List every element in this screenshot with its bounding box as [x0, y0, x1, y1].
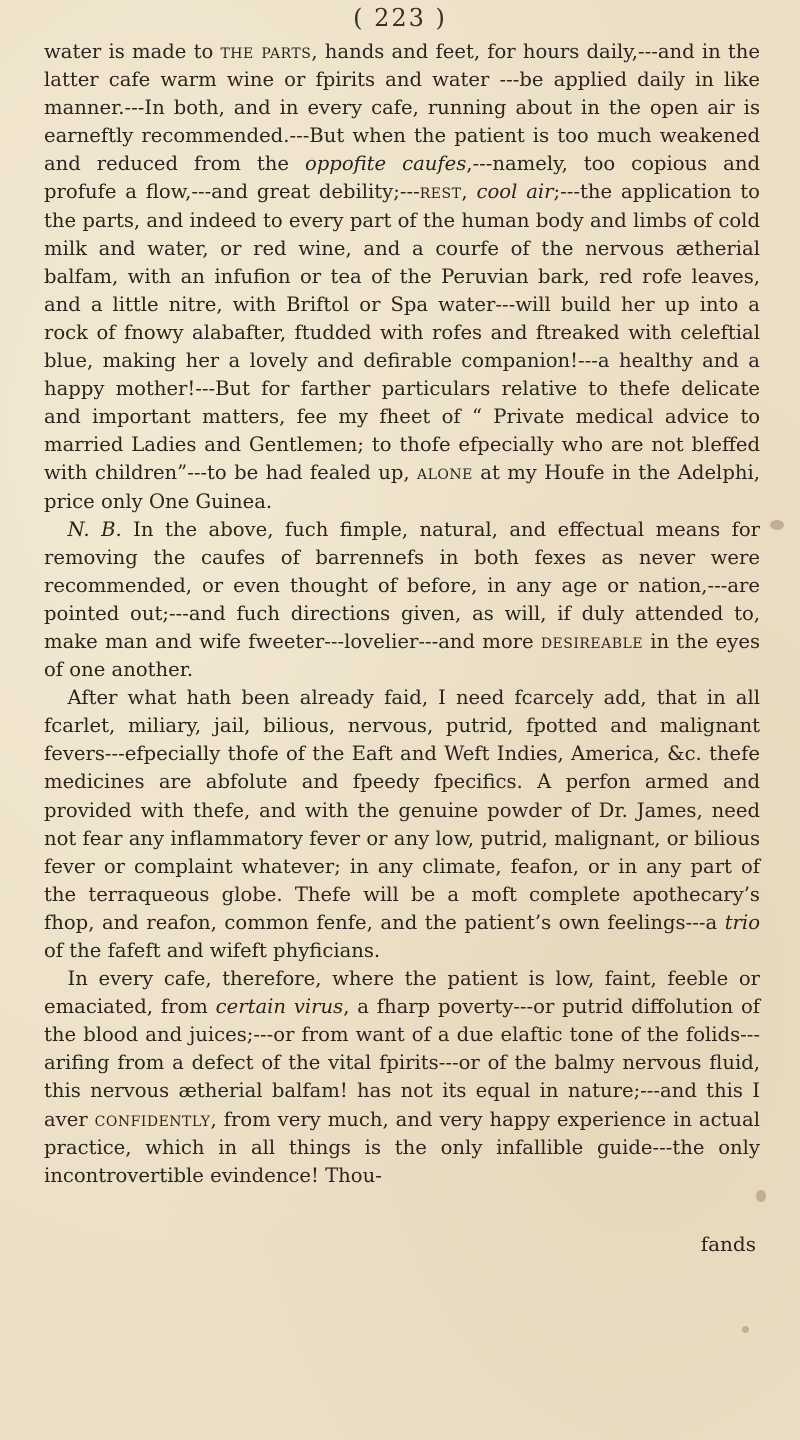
body-text [44, 38, 760, 1190]
page-number: ( 223 ) [353, 4, 447, 32]
small-caps-text: desireable [540, 629, 644, 653]
small-caps-text: alone [417, 461, 473, 485]
text-run: In the above, fuch fimple, natural, and effectual means for removing the caufes of barrennefs in both fexes as never were recommended, or even thought of before, in any age or nation,---are pointed out;---and fuch directions given, as will, if duly attended to, make man and wife fweeter---lovelier---and more [44, 517, 760, 653]
text-run: , [461, 180, 477, 204]
paragraph [44, 684, 760, 965]
italic-text: cool air [476, 180, 554, 204]
text-run: In every cafe, therefore, where the patient is low, faint, feeble or emaciated, from [44, 967, 760, 1019]
text-run: in the eyes of one another. [44, 629, 760, 682]
text-run: , hands and feet, for hours daily,---and in the latter cafe warm wine or fpirits and water ---be applied daily in like manner.---In both, and in every cafe, running about in the open air is earneftly recommended.---But when the patient is too much weakened and reduced from the [44, 40, 761, 176]
italic-text: N. B. [67, 517, 122, 541]
paper-speck [742, 1326, 749, 1333]
text-run: , a fharp poverty---or putrid diffolution of the blood and juices;---or from want of a due elaftic tone of the folids---arifing from a defect of the vital fpirits---or of the balmy nervous fluid, this nervous ætherial balfam! has not its equal in nature;---and this I aver [44, 995, 760, 1131]
italic-text: trio [724, 910, 760, 934]
paragraph [44, 965, 760, 1190]
text-run: ;---the application to the parts, and indeed to every part of the human body and limbs of cold milk and water, or red wine, and a courfe of the nervous ætherial balfam, with an infufion or tea of the Peruvian bark, red rofe leaves, and a little nitre, with Briftol or Spa water---will build her up into a rock of fnowy alabafter, ftudded with rofes and ftreaked with celeftial blue, making her a lovely and defirable companion!---a healthy and a happy mother!---But for farther particulars relative to thefe delicate and important matters, fee my fheet of “ Private medical advice to married Ladies and Gentlemen; to thofe efpecially who are not bleffed with children”---to be had fealed up, [44, 180, 760, 485]
small-caps-text: the parts [220, 40, 312, 63]
paragraph [44, 516, 760, 685]
italic-text: certain virus [215, 995, 344, 1019]
text-run: ,---namely, too copious and profufe a flow,---and great debility;--- [44, 152, 760, 204]
paragraph [44, 38, 760, 516]
catchword: fands [700, 1232, 756, 1256]
text-run: water is made to [44, 40, 221, 63]
text-run: of the fafeft and wifeft phyficians. [44, 939, 381, 962]
text-run: After what hath been already faid, I need fcarcely add, that in all fcarlet, miliary, jail, bilious, nervous, putrid, fpotted and malignant fevers---efpecially thofe of the Eaft and Weft Indies, America, &c. thefe medicines are abfolute and fpeedy fpecifics. A perfon armed and provided with thefe, and with the genuine powder of Dr. James, need not fear any inflammatory fever or any low, putrid, malignant, or bilious fever or complaint whatever; in any climate, feafon, or in any part of the terraqueous globe. Thefe will be a moft complete apothecary’s fhop, and reafon, common fenfe, and the patient’s own feelings---a [44, 686, 760, 934]
text-run: at my Houfe in the Adelphi, price only One Guinea. [44, 461, 760, 513]
paper-speck [756, 1190, 766, 1202]
small-caps-text: rest [419, 180, 462, 204]
text-run: , from very much, and very happy experience in actual practice, which in all things is the only infallible guide---the only incontrovertible evindence! Thou- [44, 1107, 760, 1187]
paper-speck [770, 520, 784, 530]
small-caps-text: confidently [94, 1107, 211, 1131]
italic-text: oppofite caufes [304, 152, 467, 176]
